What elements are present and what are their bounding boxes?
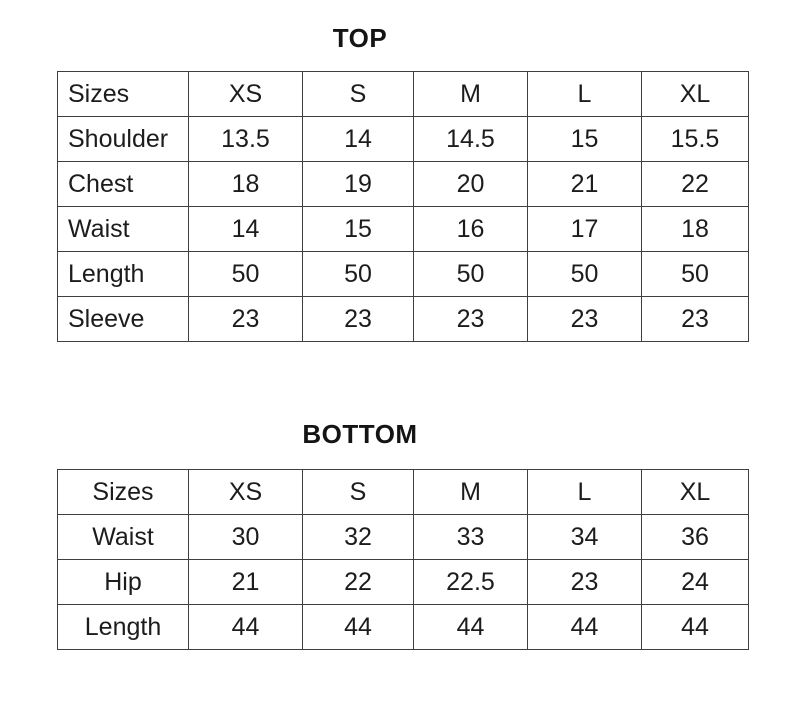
- size-chart-page: [0, 22, 800, 723]
- value-cell: 14: [189, 207, 303, 252]
- value-cell: 21: [528, 162, 642, 207]
- value-cell: 14.5: [414, 117, 528, 162]
- row-label-cell: Hip: [58, 560, 189, 605]
- table-row-sleeve: [58, 297, 749, 342]
- row-label-cell: Waist: [58, 207, 189, 252]
- header-cell-l: L: [528, 72, 642, 117]
- value-cell: 21: [189, 560, 303, 605]
- top-size-table: [57, 71, 749, 342]
- header-cell-l: L: [528, 470, 642, 515]
- value-cell: 23: [642, 297, 749, 342]
- table-header-row: [58, 72, 749, 117]
- table-row-chest: [58, 162, 749, 207]
- value-cell: 18: [189, 162, 303, 207]
- row-label-cell: Chest: [58, 162, 189, 207]
- header-cell-sizes: Sizes: [58, 72, 189, 117]
- value-cell: 34: [528, 515, 642, 560]
- value-cell: 15: [303, 207, 414, 252]
- value-cell: 16: [414, 207, 528, 252]
- value-cell: 32: [303, 515, 414, 560]
- value-cell: 44: [642, 605, 749, 650]
- value-cell: 50: [189, 252, 303, 297]
- value-cell: 23: [303, 297, 414, 342]
- value-cell: 44: [414, 605, 528, 650]
- table-row-hip: [58, 560, 749, 605]
- row-label-cell: Waist: [58, 515, 189, 560]
- value-cell: 33: [414, 515, 528, 560]
- value-cell: 23: [189, 297, 303, 342]
- value-cell: 14: [303, 117, 414, 162]
- header-cell-xs: XS: [189, 72, 303, 117]
- header-cell-xs: XS: [189, 470, 303, 515]
- value-cell: 15: [528, 117, 642, 162]
- value-cell: 22.5: [414, 560, 528, 605]
- value-cell: 20: [414, 162, 528, 207]
- value-cell: 23: [528, 297, 642, 342]
- table-row-waist: [58, 515, 749, 560]
- value-cell: 36: [642, 515, 749, 560]
- bottom-section-title: BOTTOM: [302, 419, 418, 449]
- value-cell: 17: [528, 207, 642, 252]
- value-cell: 50: [414, 252, 528, 297]
- header-cell-m: M: [414, 470, 528, 515]
- value-cell: 23: [528, 560, 642, 605]
- header-cell-sizes: Sizes: [58, 470, 189, 515]
- bottom-size-table: [57, 469, 749, 650]
- table-row-waist: [58, 207, 749, 252]
- value-cell: 24: [642, 560, 749, 605]
- table-row-length: [58, 605, 749, 650]
- row-label-cell: Shoulder: [58, 117, 189, 162]
- value-cell: 30: [189, 515, 303, 560]
- table-header-row: [58, 470, 749, 515]
- header-cell-xl: XL: [642, 470, 749, 515]
- row-label-cell: Sleeve: [58, 297, 189, 342]
- row-label-cell: Length: [58, 605, 189, 650]
- header-cell-xl: XL: [642, 72, 749, 117]
- header-cell-s: S: [303, 72, 414, 117]
- value-cell: 18: [642, 207, 749, 252]
- value-cell: 50: [642, 252, 749, 297]
- value-cell: 19: [303, 162, 414, 207]
- value-cell: 50: [303, 252, 414, 297]
- top-section-title: TOP: [332, 23, 388, 53]
- table-row-length: [58, 252, 749, 297]
- value-cell: 44: [189, 605, 303, 650]
- table-row-shoulder: [58, 117, 749, 162]
- value-cell: 23: [414, 297, 528, 342]
- value-cell: 22: [303, 560, 414, 605]
- header-cell-m: M: [414, 72, 528, 117]
- row-label-cell: Length: [58, 252, 189, 297]
- header-cell-s: S: [303, 470, 414, 515]
- value-cell: 15.5: [642, 117, 749, 162]
- value-cell: 22: [642, 162, 749, 207]
- value-cell: 50: [528, 252, 642, 297]
- value-cell: 44: [528, 605, 642, 650]
- value-cell: 44: [303, 605, 414, 650]
- value-cell: 13.5: [189, 117, 303, 162]
